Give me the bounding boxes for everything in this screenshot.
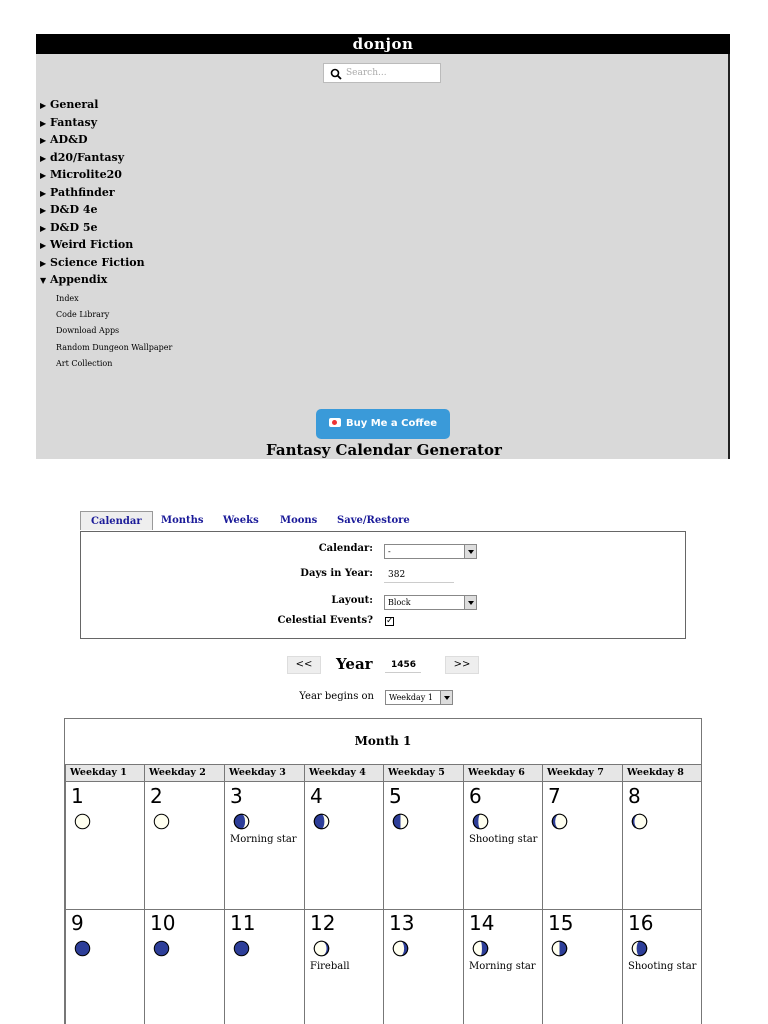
- day-cell: [463, 782, 542, 910]
- day-number: 6: [469, 784, 482, 808]
- search-box[interactable]: [323, 63, 441, 83]
- day-number: 4: [310, 784, 323, 808]
- nav-item-fantasy[interactable]: ▶ Fantasy: [40, 114, 145, 132]
- year-label: Year: [336, 655, 373, 673]
- year-begins-select[interactable]: Weekday 1: [385, 690, 453, 705]
- day-number: 14: [469, 911, 495, 935]
- page-title: Fantasy Calendar Generator: [266, 441, 502, 459]
- nav-item-dnd-4e[interactable]: ▶ D&D 4e: [40, 201, 145, 219]
- moon-phase-icon: [551, 813, 568, 830]
- day-cell: [304, 909, 383, 1024]
- coffee-cup-icon: [329, 418, 341, 427]
- days-in-year-label: Days in Year:: [300, 568, 373, 579]
- dropdown-arrow-icon[interactable]: [464, 596, 476, 609]
- day-cell: [542, 909, 622, 1024]
- calendar-settings-panel: [80, 531, 686, 639]
- caret-right-icon: ▶: [40, 135, 47, 145]
- buy-me-a-coffee-button[interactable]: Buy Me a Coffee: [316, 409, 450, 439]
- caret-right-icon: ▶: [40, 152, 47, 163]
- tab-weeks[interactable]: Weeks: [223, 515, 259, 526]
- caret-down-icon: ▼: [40, 275, 47, 285]
- day-number: 11: [230, 911, 256, 935]
- weekday-header: Weekday 4: [304, 764, 383, 782]
- day-number: 3: [230, 784, 243, 808]
- day-cell: [463, 909, 542, 1024]
- caret-right-icon: ▶: [40, 187, 47, 198]
- submenu-item-art-collection[interactable]: Art Collection: [56, 358, 113, 368]
- celestial-event: Shooting star: [469, 834, 538, 845]
- day-number: 7: [548, 784, 561, 808]
- weekday-header: Weekday 7: [542, 764, 622, 782]
- day-cell: [224, 909, 304, 1024]
- day-cell: [144, 782, 224, 910]
- month-block: [64, 718, 702, 1024]
- day-number: 1: [71, 784, 84, 808]
- moon-phase-icon: [74, 813, 91, 830]
- moon-phase-icon: [74, 940, 91, 957]
- search-input[interactable]: [346, 66, 436, 80]
- dropdown-arrow-icon[interactable]: [440, 691, 452, 704]
- nav-item-dnd-5e[interactable]: ▶ D&D 5e: [40, 219, 145, 237]
- submenu-item-code-library[interactable]: Code Library: [56, 310, 110, 320]
- day-number: 2: [150, 784, 163, 808]
- moon-phase-icon: [472, 940, 489, 957]
- moon-phase-icon: [631, 813, 648, 830]
- day-number: 16: [628, 911, 654, 935]
- year-input[interactable]: 1456: [385, 657, 421, 673]
- day-cell: [224, 782, 304, 910]
- next-year-button[interactable]: >>: [445, 656, 479, 674]
- nav-panel: [36, 54, 730, 459]
- day-cell: [65, 782, 144, 910]
- nav-item-science-fiction[interactable]: ▶ Science Fiction: [40, 254, 145, 272]
- weekday-header: Weekday 1: [65, 764, 144, 782]
- day-number: 13: [389, 911, 415, 935]
- calendar-select[interactable]: -: [384, 544, 477, 559]
- day-cell: [622, 782, 702, 910]
- caret-right-icon: ▶: [40, 240, 47, 250]
- tab-months[interactable]: Months: [161, 515, 204, 526]
- prev-year-button[interactable]: <<: [287, 656, 321, 674]
- nav-menu: [40, 96, 145, 289]
- day-cell: [383, 909, 463, 1024]
- weekday-header: Weekday 3: [224, 764, 304, 782]
- moon-phase-icon: [233, 940, 250, 957]
- tab-save-restore[interactable]: Save/Restore: [337, 515, 410, 526]
- day-number: 8: [628, 784, 641, 808]
- layout-select[interactable]: Block: [384, 595, 477, 610]
- site-title[interactable]: donjon: [36, 34, 730, 54]
- day-cell: [144, 909, 224, 1024]
- moon-phase-icon: [153, 940, 170, 957]
- submenu-item-download-apps[interactable]: Download Apps: [56, 326, 120, 336]
- year-begins-label: Year begins on: [299, 691, 374, 702]
- dropdown-arrow-icon[interactable]: [464, 545, 476, 558]
- day-cell: [383, 782, 463, 910]
- caret-right-icon: ▶: [40, 100, 47, 110]
- moon-phase-icon: [392, 813, 409, 830]
- nav-item-general[interactable]: ▶ General: [40, 96, 145, 114]
- day-number: 12: [310, 911, 336, 935]
- appendix-submenu: [56, 291, 172, 372]
- day-cell: [542, 782, 622, 910]
- celestial-event: Fireball: [310, 961, 350, 972]
- caret-right-icon: ▶: [40, 222, 47, 233]
- celestial-event: Morning star: [469, 961, 536, 972]
- day-cell: [65, 909, 144, 1024]
- search-icon: [330, 68, 342, 80]
- celestial-event: Morning star: [230, 834, 297, 845]
- nav-item-pathfinder[interactable]: ▶ Pathfinder: [40, 184, 145, 202]
- nav-item-microlite20[interactable]: ▶ Microlite20: [40, 166, 145, 184]
- day-number: 9: [71, 911, 84, 935]
- weekday-header: Weekday 6: [463, 764, 542, 782]
- nav-item-add[interactable]: ▶ AD&D: [40, 131, 145, 149]
- day-cell: [622, 909, 702, 1024]
- celestial-event: Shooting star: [628, 961, 697, 972]
- moon-phase-icon: [313, 813, 330, 830]
- moon-phase-icon: [313, 940, 330, 957]
- caret-right-icon: ▶: [40, 205, 47, 215]
- moon-phase-icon: [233, 813, 250, 830]
- day-cell: [304, 782, 383, 910]
- tab-calendar[interactable]: Calendar: [80, 511, 153, 530]
- moon-phase-icon: [392, 940, 409, 957]
- calendar-label: Calendar:: [318, 543, 373, 554]
- submenu-item-random-dungeon-wallpaper[interactable]: Random Dungeon Wallpaper: [56, 342, 173, 352]
- weekday-header: Weekday 8: [622, 764, 702, 782]
- celestial-events-checkbox[interactable]: ✓: [386, 616, 394, 626]
- caret-right-icon: ▶: [40, 170, 47, 180]
- moon-phase-icon: [551, 940, 568, 957]
- celestial-events-label: Celestial Events?: [277, 615, 373, 626]
- caret-right-icon: ▶: [40, 117, 47, 128]
- tab-moons[interactable]: Moons: [280, 515, 318, 526]
- weekday-header: Weekday 2: [144, 764, 224, 782]
- day-number: 5: [389, 784, 402, 808]
- day-number: 10: [150, 911, 176, 935]
- layout-label: Layout:: [331, 595, 373, 606]
- weekday-header: Weekday 5: [383, 764, 463, 782]
- moon-phase-icon: [472, 813, 489, 830]
- moon-phase-icon: [153, 813, 170, 830]
- nav-item-appendix[interactable]: ▼ Appendix: [40, 271, 145, 289]
- days-in-year-input[interactable]: 382: [384, 568, 454, 583]
- nav-item-weird-fiction[interactable]: ▶ Weird Fiction: [40, 236, 145, 254]
- caret-right-icon: ▶: [40, 257, 47, 268]
- month-title: Month 1: [354, 734, 412, 748]
- day-number: 15: [548, 911, 574, 935]
- moon-phase-icon: [631, 940, 648, 957]
- nav-item-d20-fantasy[interactable]: ▶ d20/Fantasy: [40, 149, 145, 167]
- submenu-item-index[interactable]: Index: [56, 294, 79, 303]
